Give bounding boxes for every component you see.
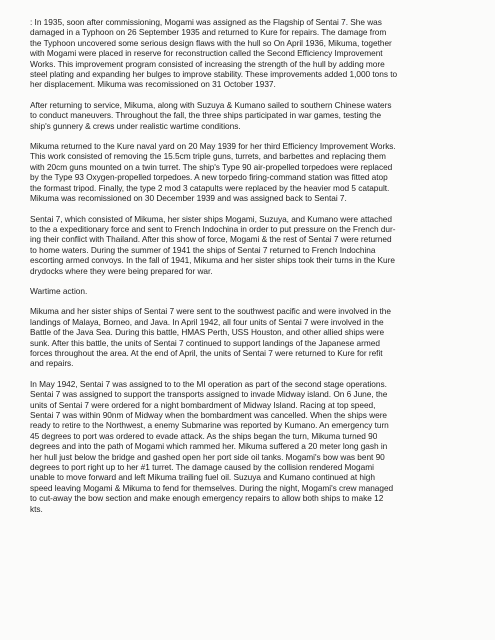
paragraph-gap — [30, 276, 477, 286]
section-heading-wartime-action: Wartime action. — [30, 285, 88, 296]
paragraph-gap — [30, 369, 477, 379]
paragraph-maneuvers: After returning to service, Mikuma, along with Suzuya & Kumano sailed to southern Chinese waters to conduct maneuvers. Throughout the fall, the three ships participated in war games, testing the ship's gunnery & crews under realistic wartime conditions. — [30, 99, 392, 131]
paragraph-midway-operation: In May 1942, Sentai 7 was assigned to to the MI operation as part of the second stage operations. Sentai 7 was assigned to support the transports assigned to invade Midway island. On 6 June, the units of Sentai 7 were ordered for a night bombardment of Midway Island. Racing at top speed, Sentai 7 was within 90nm of Midway when the bombardment was cancelled. When the ships were ready to retire to the Northwest, a enemy Submarine was reported by Kumano. An emergency turn 45 degrees to port was ordered to evade attack. As the ships began the turn, Mikuma turned 90 degrees and into the path of Mogami which rammed her. Mikuma suffered a 20 meter long gash in her hull just below the bridge and gashed open her port side oil tanks. Mogami's bow was bent 90 degrees to port right up to her #1 turret. The damage caused by the collision rendered Mogami unable to move forward and left Mikuma trailing fuel oil. Suzuya and Kumano continued at high speed leaving Mogami & Mikuma to fend for themselves. During the night, Mogami's crew managed to cut-away the bow section and make enough emergency repairs to allow both ships to make 12 kts. — [30, 378, 394, 514]
paragraph-gap — [30, 131, 477, 141]
paragraph-french-indochina: Sentai 7, which consisted of Mikuma, her sister ships Mogami, Suzuya, and Kumano were attached to the a expeditionary force and sent to French Indochina in order to put pressure on the French dur- ing their conflict with Thailand. After this show of force, Mogami & the rest of Sentai 7 were returned to home waters. During the summer of 1941 the ships of Sentai 7 returned to French Indochina escorting armed convoys. In the fall of 1941, Mikuma and her sister ships took their turns in the Kure drydocks where they were being prepared for war. — [30, 213, 396, 276]
paragraph-third-improvement: Mikuma returned to the Kure naval yard on 20 May 1939 for her third Efficiency Improvement Works. This work consisted of removing the 15.5cm triple guns, turrets, and barbettes and replacing them with 20cm guns mounted on a twin turret. The ship's Type 90 air-propelled torpedoes were replaced by the Type 93 Oxygen-propelled torpedoes. A new torpedo firing-command station was fitted atop the formast tripod. Finally, the type 2 mod 3 catapults were replaced by the heavier mod 5 catapult. Mikuma was recomissioned on 30 December 1939 and was assigned back to Sentai 7. — [30, 141, 396, 204]
paragraph-southwest-pacific: Mikuma and her sister ships of Sentai 7 were sent to the southwest pacific and were involved in the landings of Malaya, Borneo, and Java. In April 1942, all four units of Sentai 7 were involved in the Battle of the Java Sea. During this battle, HMAS Perth, USS Houston, and other allied ships were sunk. After this battle, the units of Sentai 7 continued to support landings of the Japanese armed forces throughout the area. At the end of April, the units of Sentai 7 were returned to Kure for refit and repairs. — [30, 306, 391, 369]
paragraph-gap — [30, 90, 477, 100]
paragraph-gap — [30, 296, 477, 306]
paragraph-1935-reconstruction: : In 1935, soon after commissioning, Mogami was assigned as the Flagship of Sentai 7. She was damaged in a Typhoon on 26 September 1935 and returned to Kure for repairs. The damage from the Typhoon uncovered some serious design flaws with the hull so On April 1936, Mikuma, together with Mogami were placed in reserve for reconstruction called the Second Efficiency Improvement Works. This improvement program consisted of increasing the strength of the hull by adding more steel plating and expanding her bulges to improve stability. These improvements added 1,000 tons to her displacement. Mikuma was recomissioned on 31 October 1937. — [30, 17, 398, 90]
paragraph-gap — [30, 204, 477, 214]
